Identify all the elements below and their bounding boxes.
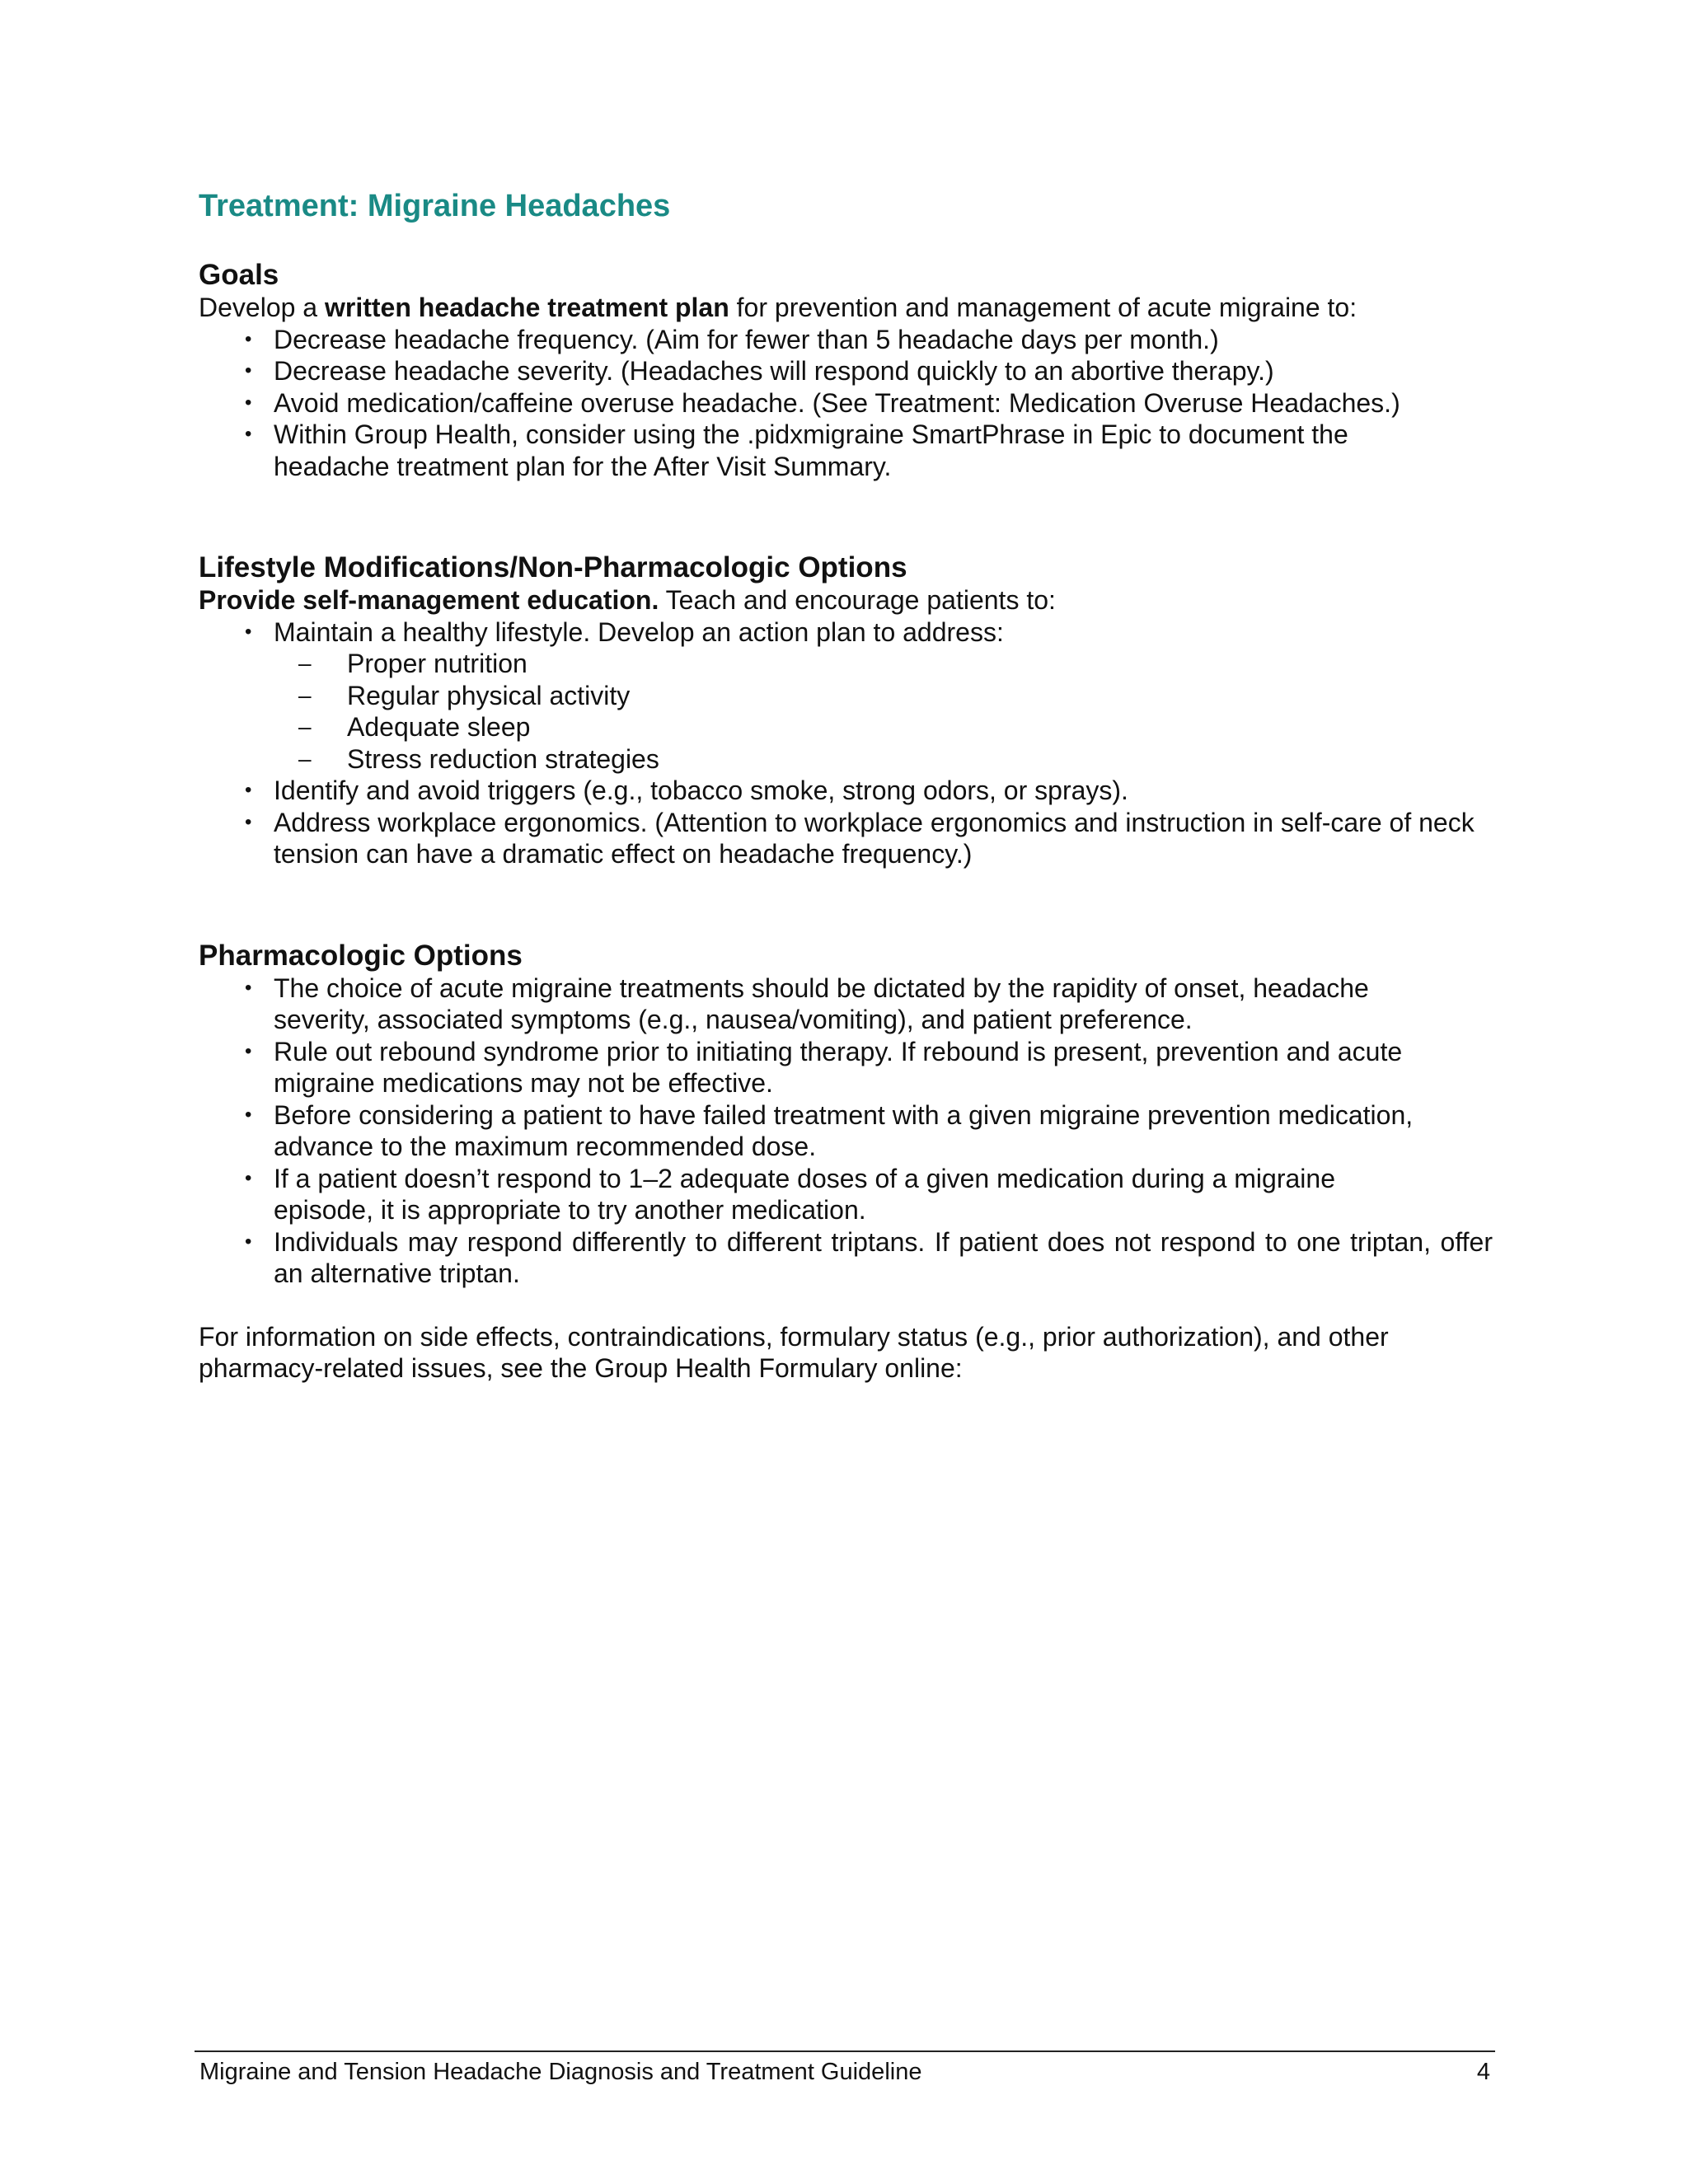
list-item-text: Avoid medication/caffeine overuse headache. (See Treatment: Medication Overuse Headaches.) (274, 387, 1400, 418)
lifestyle-section (199, 551, 1493, 870)
page-number: 4 (1476, 2059, 1490, 2085)
list-item (199, 1099, 1493, 1163)
pharmacologic-section (199, 940, 1493, 1385)
list-item (199, 1226, 1493, 1290)
bullet-icon: • (245, 810, 252, 833)
dash-icon: – (298, 682, 312, 708)
goals-heading: Goals (199, 259, 279, 291)
goals-list (199, 324, 1493, 483)
sublist-item (199, 743, 1493, 776)
lifestyle-intro-bold: Provide self-management education. (199, 585, 659, 615)
goals-intro-pre: Develop a (199, 293, 325, 322)
lifestyle-list-continued (199, 775, 1493, 870)
goals-intro-post: for prevention and management of acute migraine to: (729, 293, 1357, 322)
pharmacologic-list (199, 972, 1493, 1290)
list-item-text: Within Group Health, consider using the .pidxmigraine SmartPhrase in Epic to document the headache treatment plan for the After Visit Summary. (274, 419, 1348, 481)
bullet-icon: • (245, 359, 252, 382)
sublist-item-text: Adequate sleep (347, 712, 531, 742)
formulary-note: For information on side effects, contraindications, formulary status (e.g., prior authorization), and other pharmacy-related issues, see the Group Health Formulary online: (199, 1321, 1389, 1383)
list-item-text: Address workplace ergonomics. (Attention to workplace ergonomics and instruction in self-care of neck tension can have a dramatic effect on headache frequency.) (274, 807, 1475, 869)
bullet-icon: • (245, 976, 252, 999)
list-item (199, 775, 1493, 807)
list-item-text: Before considering a patient to have failed treatment with a given migraine prevention medication, advance to the maximum recommended dose. (274, 1099, 1414, 1161)
list-item (199, 1163, 1493, 1226)
pharmacologic-heading: Pharmacologic Options (199, 939, 523, 972)
list-item-text: Individuals may respond differently to different triptans. If patient does not respond to one triptan, offer an alternative triptan. (274, 1226, 1493, 1288)
list-item-text: Rule out rebound syndrome prior to initiating therapy. If rebound is present, prevention and acute migraine medications may not be effective. (274, 1036, 1403, 1098)
list-item (199, 807, 1493, 870)
page-footer (195, 2050, 1495, 2085)
page-title: Treatment: Migraine Headaches (199, 189, 671, 223)
bullet-icon: • (245, 1166, 252, 1189)
sublist-item-text: Regular physical activity (347, 680, 631, 710)
bullet-icon: • (245, 1039, 252, 1062)
lifestyle-sublist (199, 648, 1493, 775)
sublist-item (199, 680, 1493, 712)
list-item (199, 972, 1493, 1036)
bullet-icon: • (245, 1103, 252, 1126)
list-item (199, 419, 1493, 482)
bullet-icon: • (245, 1230, 252, 1253)
lifestyle-intro-post: Teach and encourage patients to: (659, 585, 1056, 615)
goals-intro-bold: written headache treatment plan (324, 293, 729, 322)
dash-icon: – (298, 745, 312, 771)
bullet-icon: • (245, 327, 252, 350)
lifestyle-list (199, 616, 1493, 649)
sublist-item (199, 711, 1493, 743)
list-item-text: Decrease headache severity. (Headaches will respond quickly to an abortive therapy.) (274, 356, 1274, 386)
bullet-icon: • (245, 620, 252, 643)
bullet-icon: • (245, 779, 252, 801)
list-item-text: Identify and avoid triggers (e.g., tobacco smoke, strong odors, or sprays). (274, 776, 1128, 805)
sublist-item-text: Stress reduction strategies (347, 743, 659, 774)
list-item (199, 616, 1493, 649)
list-item (199, 387, 1493, 419)
lifestyle-intro (199, 584, 1493, 616)
goals-intro (199, 292, 1493, 324)
list-item (199, 355, 1493, 387)
page-content (199, 183, 1493, 1385)
lifestyle-heading: Lifestyle Modifications/Non-Pharmacologic Options (199, 551, 907, 583)
sublist-item-text: Proper nutrition (347, 649, 528, 678)
bullet-icon: • (245, 391, 252, 414)
list-item-text: Decrease headache frequency. (Aim for fewer than 5 headache days per month.) (274, 324, 1219, 354)
bullet-icon: • (245, 423, 252, 445)
list-item-text: Maintain a healthy lifestyle. Develop an action plan to address: (274, 616, 1004, 647)
dash-icon: – (298, 650, 312, 676)
sublist-item (199, 648, 1493, 680)
list-item-text: If a patient doesn’t respond to 1–2 adequate doses of a given medication during a migraine episode, it is appropriate to try another medication. (274, 1163, 1335, 1225)
goals-section (199, 259, 1493, 482)
dash-icon: – (298, 714, 312, 739)
list-item-text: The choice of acute migraine treatments should be dictated by the rapidity of onset, headache severity, associated symptoms (e.g., nausea/vomiting), and patient preference. (274, 972, 1369, 1034)
list-item (199, 1036, 1493, 1099)
footer-title: Migraine and Tension Headache Diagnosis and Treatment Guideline (199, 2059, 922, 2085)
list-item (199, 324, 1493, 356)
